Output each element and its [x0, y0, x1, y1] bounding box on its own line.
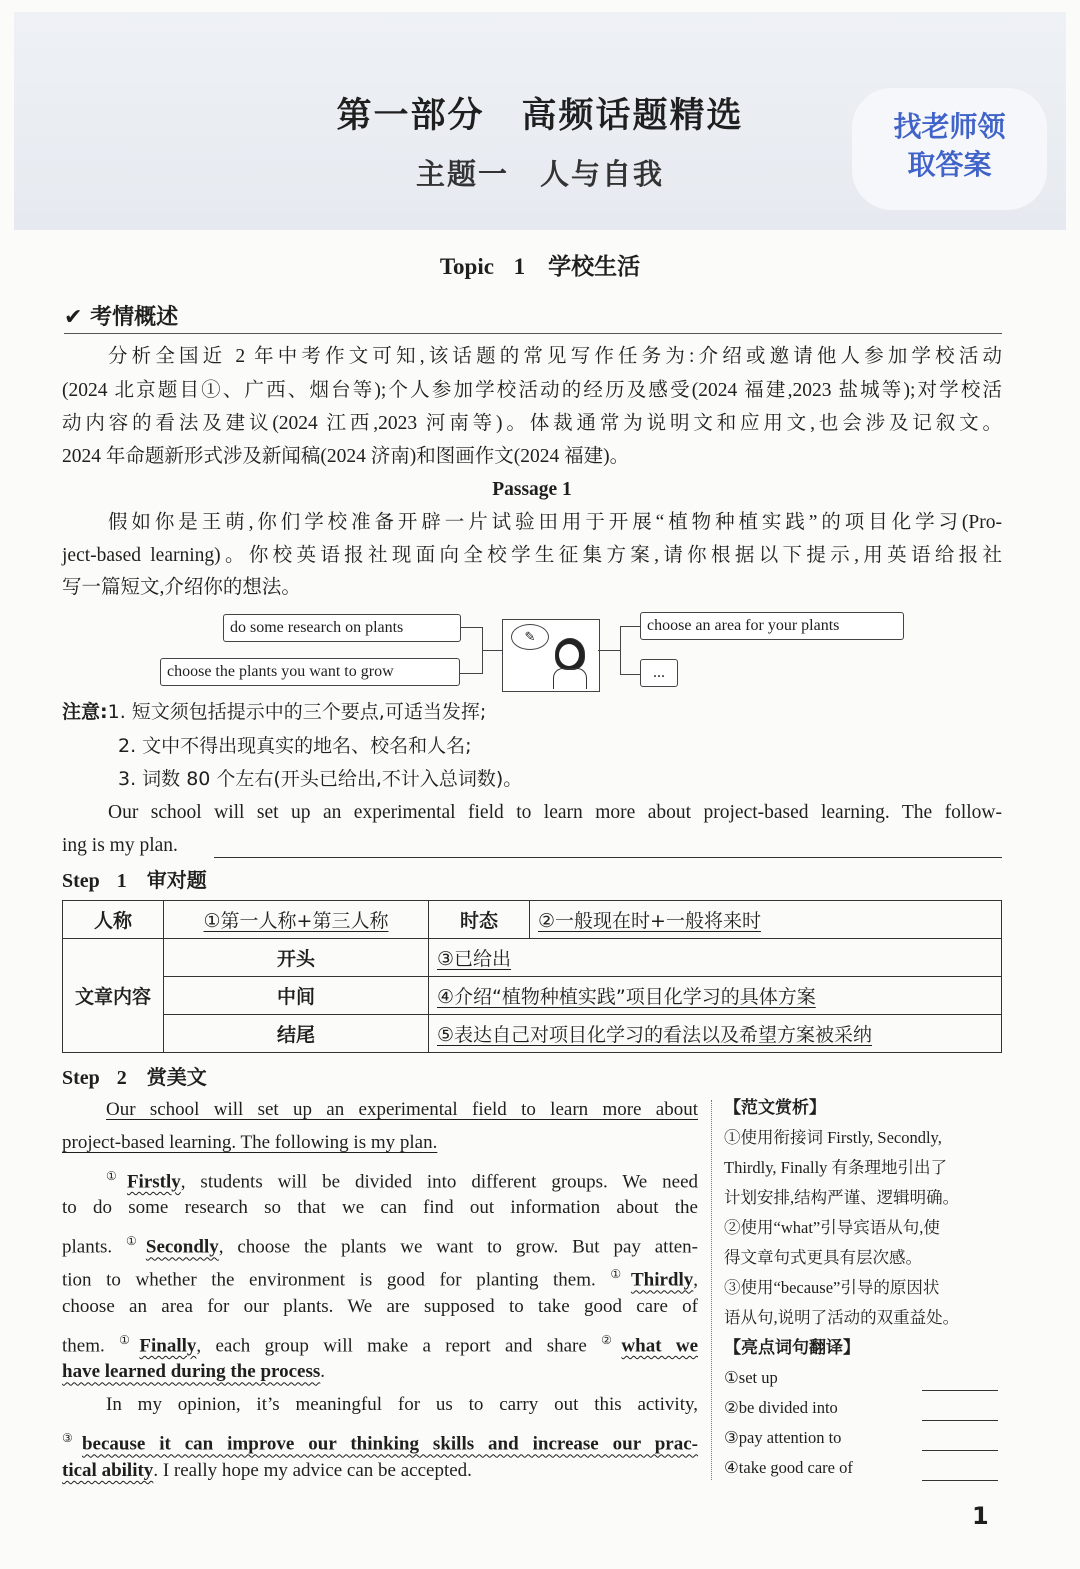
highlight-phrase: Firstly — [126, 1170, 181, 1192]
essay-line — [62, 1193, 698, 1223]
part-value: ④介绍“植物种植实践”项目化学习的具体方案 — [437, 986, 816, 1008]
step1-label: Step 1 审对题 — [62, 870, 207, 892]
highlight-phrase: because it can improve our thinking skills and increase our prac- — [81, 1433, 698, 1455]
analysis-line: 计划安排,结构严谨、逻辑明确。 — [724, 1188, 960, 1207]
notes-label: 注意: — [62, 701, 108, 723]
highlight-phrase: tical ability — [62, 1459, 154, 1481]
analysis-line: ①使用衔接词 Firstly, Secondly, — [724, 1128, 942, 1147]
translate-heading: 【亮点词句翻译】 — [724, 1338, 860, 1358]
face-icon — [559, 644, 579, 666]
badge-line: 取答案 — [907, 148, 992, 181]
mindmap-right-1: choose an area for your plants — [640, 612, 904, 640]
translation-blank[interactable] — [922, 1420, 998, 1421]
essay-line — [62, 1128, 698, 1158]
note-text: 1. 短文须包括提示中的三个要点,可适当发挥; — [107, 701, 487, 723]
essay-text: . I really hope my advice can be accepted. — [153, 1459, 472, 1481]
essay-text: them. — [62, 1334, 120, 1356]
note-line: 2. 文中不得出现真实的地名、校名和人名; — [118, 735, 472, 757]
translation-blank[interactable] — [922, 1390, 998, 1391]
highlight-phrase: Secondly — [145, 1236, 219, 1258]
part-label: 结尾 — [164, 1015, 429, 1053]
essay-line — [62, 1456, 698, 1486]
part-title: 第一部分 高频话题精选 — [336, 96, 744, 136]
essay-text: In my opinion, it’s meaningful for us to carry out this activity, — [106, 1394, 698, 1416]
analysis-line: Thirdly, Finally 有条理地引出了 — [724, 1158, 948, 1177]
answer-badge[interactable] — [852, 88, 1047, 210]
analysis-table — [62, 900, 1002, 1053]
table-row — [63, 939, 1002, 977]
translate-item: ①set up — [724, 1368, 778, 1387]
column-divider — [711, 1100, 712, 1480]
highlight-phrase: Finally — [139, 1334, 197, 1356]
highlight-phrase: have learned during the process — [62, 1361, 321, 1383]
overview-heading-text: 考情概述 — [90, 305, 179, 330]
passage-title: Passage 1 — [492, 479, 572, 500]
essay-line — [62, 1423, 698, 1453]
essay-line — [62, 1390, 698, 1420]
overview-line: 动内容的看法及建议(2024 江西,2023 河南等)。体裁通常为说明文和应用文,也会涉及记叙文。 — [62, 413, 1002, 434]
essay-line — [62, 1292, 698, 1322]
overview-line: (2024 北京题目①、广西、烟台等);个人参加学校活动的经历及感受(2024 福建,2023 盐城等);对学校活 — [62, 380, 1002, 401]
student-picture — [502, 619, 600, 692]
topic-title: Topic 1 学校生活 — [439, 254, 641, 279]
part-label: 开头 — [164, 939, 429, 977]
note-line: 3. 词数 80 个左右(开头已给出,不计入总词数)。 — [118, 768, 523, 790]
theme-title: 主题一 人与自我 — [415, 157, 664, 191]
mindmap-left-1: do some research on plants — [223, 614, 461, 642]
passage-line: 假如你是王萌,你们学校准备开辟一片试验田用于开展“植物种植实践”的项目化学习(Pro- — [108, 512, 1002, 533]
translate-item: ④take good care of — [724, 1458, 853, 1477]
highlight-phrase: what we — [621, 1334, 699, 1356]
analysis-line: ③使用“because”引导的原因状 — [724, 1278, 940, 1297]
annotation-marker: ② — [601, 1332, 622, 1347]
essay-line — [62, 1259, 698, 1289]
person-label: 人称 — [63, 901, 164, 939]
essay-text: , choose the plants we want to grow. But pay atten- — [218, 1236, 698, 1258]
badge-line: 找老师领 — [893, 110, 1006, 143]
table-row — [63, 901, 1002, 939]
connector — [620, 626, 641, 675]
part-label: 中间 — [164, 977, 429, 1015]
essay-line — [62, 1095, 698, 1125]
passage-line: 写一篇短文,介绍你的想法。 — [62, 577, 301, 598]
essay-text: , students will be divided into different groups. We need — [180, 1170, 699, 1192]
essay-text: project-based learning. The following is my plan. — [62, 1131, 438, 1153]
essay-line — [62, 1325, 698, 1355]
translate-item: ③pay attention to — [724, 1428, 842, 1447]
note-line — [62, 697, 1002, 727]
essay-text: Our school will set up an experimental field to learn more about — [106, 1099, 698, 1120]
answer-writing-line[interactable] — [214, 857, 1002, 858]
thought-bubble-icon: ✎ — [511, 624, 549, 650]
essay-text: plants. — [62, 1236, 126, 1258]
overview-line: 分析全国近 2 年中考作文可知,该话题的常见写作任务为:介绍或邀请他人参加学校活动 — [108, 346, 1002, 367]
essay-text: choose an area for our plants. We are supposed to take good care of — [62, 1295, 698, 1317]
page-number: 1 — [972, 1502, 989, 1530]
essay-line — [62, 1357, 698, 1387]
annotation-marker: ① — [610, 1267, 631, 1281]
annotation-marker: ① — [106, 1168, 127, 1183]
table-row — [63, 977, 1002, 1015]
analysis-heading: 【范文赏析】 — [724, 1098, 826, 1118]
part-value: ③已给出 — [437, 948, 512, 970]
connector — [482, 650, 502, 651]
annotation-marker: ③ — [62, 1431, 82, 1445]
person-value: ①第一人称+第三人称 — [203, 910, 389, 932]
step2-label: Step 2 赏美文 — [62, 1067, 207, 1089]
table-row — [63, 1015, 1002, 1053]
essay-text: , each group will make a report and share — [196, 1334, 602, 1356]
essay-line — [62, 1161, 698, 1191]
content-label: 文章内容 — [63, 939, 164, 1053]
body-icon — [553, 668, 587, 689]
connector — [598, 650, 620, 651]
opening-line: Our school will set up an experimental field to learn more about project-based learning. The follow- — [108, 802, 1002, 823]
opening-line: ing is my plan. — [62, 835, 178, 856]
analysis-line: 得文章句式更具有层次感。 — [724, 1248, 922, 1267]
annotation-marker: ① — [119, 1332, 140, 1347]
essay-text: tion to whether the environment is good for planting them. — [62, 1269, 611, 1291]
passage-line: ject-based learning)。你校英语报社现面向全校学生征集方案,请你根据以下提示,用英语给报社 — [62, 545, 1002, 566]
annotation-marker: ① — [126, 1234, 146, 1249]
essay-text: to do some research so that we can find out information about the — [62, 1197, 698, 1219]
check-icon: ✔ — [64, 305, 91, 330]
translation-blank[interactable] — [922, 1450, 998, 1451]
tense-value: ②一般现在时+一般将来时 — [538, 910, 761, 932]
translate-item: ②be divided into — [724, 1398, 838, 1417]
part-value: ⑤表达自己对项目化学习的看法以及希望方案被采纳 — [437, 1024, 873, 1046]
highlight-phrase: Thirdly — [630, 1269, 694, 1291]
analysis-line: 语从句,说明了活动的双重益处。 — [724, 1308, 960, 1327]
mindmap-right-2: ... — [640, 659, 678, 687]
overview-line: 2024 年命题新形式涉及新闻稿(2024 济南)和图画作文(2024 福建)。 — [62, 446, 630, 467]
essay-line — [62, 1226, 698, 1256]
translation-blank[interactable] — [922, 1480, 998, 1481]
connector — [460, 627, 483, 674]
essay-text: . — [320, 1361, 326, 1383]
analysis-line: ②使用“what”引导宾语从句,使 — [724, 1218, 940, 1237]
mindmap-left-2: choose the plants you want to grow — [160, 658, 460, 686]
overview-heading — [64, 300, 1002, 334]
essay-text: , — [693, 1269, 699, 1291]
tense-label: 时态 — [429, 901, 530, 939]
